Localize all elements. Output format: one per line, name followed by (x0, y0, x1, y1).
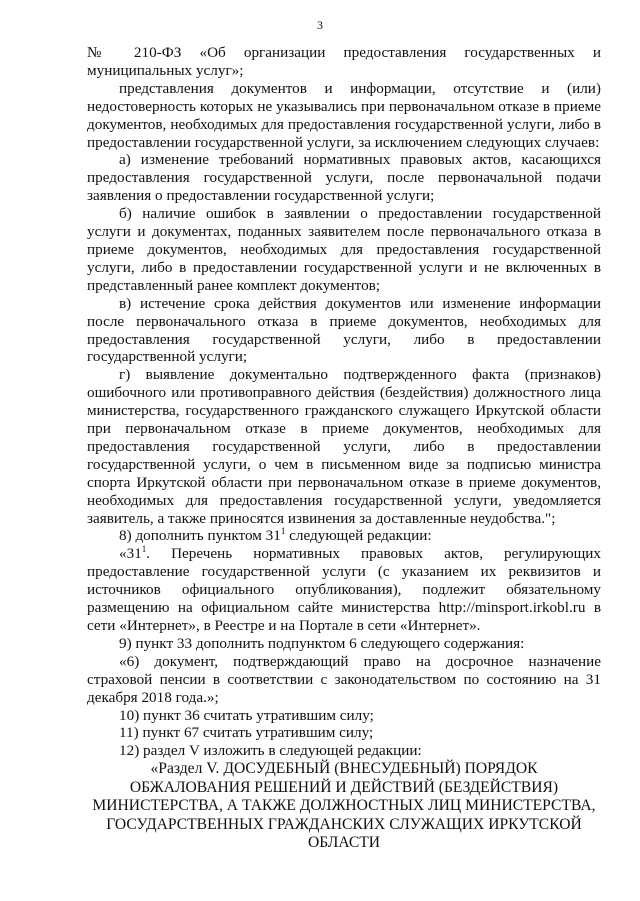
paragraph-4: в) истечение срока действия документов или изменение информации после первоначального отказа в приеме документов, необходимых для предоставления государственной услуги, либо в предоставлении государственной услуги; (87, 294, 601, 366)
paragraph-7-superscript: 1 (141, 544, 147, 555)
paragraph-6-superscript: 1 (280, 526, 286, 537)
page-number: 3 (317, 18, 323, 32)
paragraph-11: 11) пункт 67 считать утратившим силу; (119, 724, 374, 742)
paragraph-10: 10) пункт 36 считать утратившим силу; (119, 706, 374, 724)
paragraph-7-tail: . Перечень нормативных правовых актов, регулирующих предоставление государственной услуги (с указанием их реквизитов и источников официального опубликования), подлежит обязательному размещению на официальном сайте министерства http://minsport.irkobl.ru в сети «Интернет», в Реестре и на Портале в сети «Интернет». (87, 545, 601, 634)
paragraph-7-text: «31 (119, 545, 142, 563)
paragraph-7 (87, 545, 601, 635)
paragraph-1: представления документов и информации, отсутствие и (или) недостоверность которых не указывались при первоначальном отказе в приеме документов, необходимых для предоставления государственной услуги, либо в предоставлении государственной услуги, за исключением следующих случаев: (87, 79, 601, 151)
paragraph-5: г) выявление документально подтвержденного факта (признаков) ошибочного или противоправного действия (бездействия) должностного лица министерства, государственного гражданского служащего Иркутской области при первоначальном отказе в приеме документов, необходимых для предоставления государственной услуги, либо в предоставлении государственной услуги, о чем в письменном виде за подписью министра спорта Иркутской области при первоначальном отказе в приеме документов, необходимых для предоставления государственной услуги, уведомляется заявитель, а также приносятся извинения за доставленные неудобства."; (87, 366, 601, 527)
paragraph-6 (87, 527, 601, 545)
paragraph-6-tail: следующей редакции: (285, 527, 432, 545)
section-heading-line-3: МИНИСТЕРСТВА, А ТАКЖЕ ДОЛЖНОСТНЫХ ЛИЦ МИНИСТЕРСТВА, (92, 797, 596, 815)
paragraph-8: 9) пункт 33 дополнить подпунктом 6 следующего содержания: (119, 634, 525, 652)
section-heading-line-4: ГОСУДАРСТВЕННЫХ ГРАЖДАНСКИХ СЛУЖАЩИХ ИРКУТСКОЙ (106, 815, 582, 833)
document-body (87, 44, 601, 853)
section-heading-line-1: «Раздел V. ДОСУДЕБНЫЙ (ВНЕСУДЕБНЫЙ) ПОРЯДОК (150, 760, 538, 778)
paragraph-2: а) изменение требований нормативных правовых актов, касающихся предоставления государственной услуги, после первоначальной подачи заявления о предоставлении государственной услуги; (87, 151, 601, 205)
section-heading-line-5: ОБЛАСТИ (307, 834, 381, 852)
paragraph-12: 12) раздел V изложить в следующей редакции: (119, 742, 422, 760)
paragraph-3: б) наличие ошибок в заявлении о предоставлении государственной услуги и документах, поданных заявителем после первоначального отказа в приеме документов, необходимых для предоставления государственной услуги, либо в предоставлении государственной услуги и не включенных в представленный ранее комплект документов; (87, 205, 601, 294)
section-heading-line-2: ОБЖАЛОВАНИЯ РЕШЕНИЙ И ДЕЙСТВИЙ (БЕЗДЕЙСТВИЯ) (129, 778, 559, 796)
paragraph-0: № 210-ФЗ «Об организации предоставления государственных и муниципальных услуг»; (87, 44, 601, 79)
section-heading (87, 760, 601, 853)
paragraph-9: «6) документ, подтверждающий право на досрочное назначение страховой пенсии в соответствии с законодательством по состоянию на 31 декабря 2018 года.»; (87, 652, 601, 706)
paragraph-6-text: 8) дополнить пунктом 31 (119, 527, 281, 545)
